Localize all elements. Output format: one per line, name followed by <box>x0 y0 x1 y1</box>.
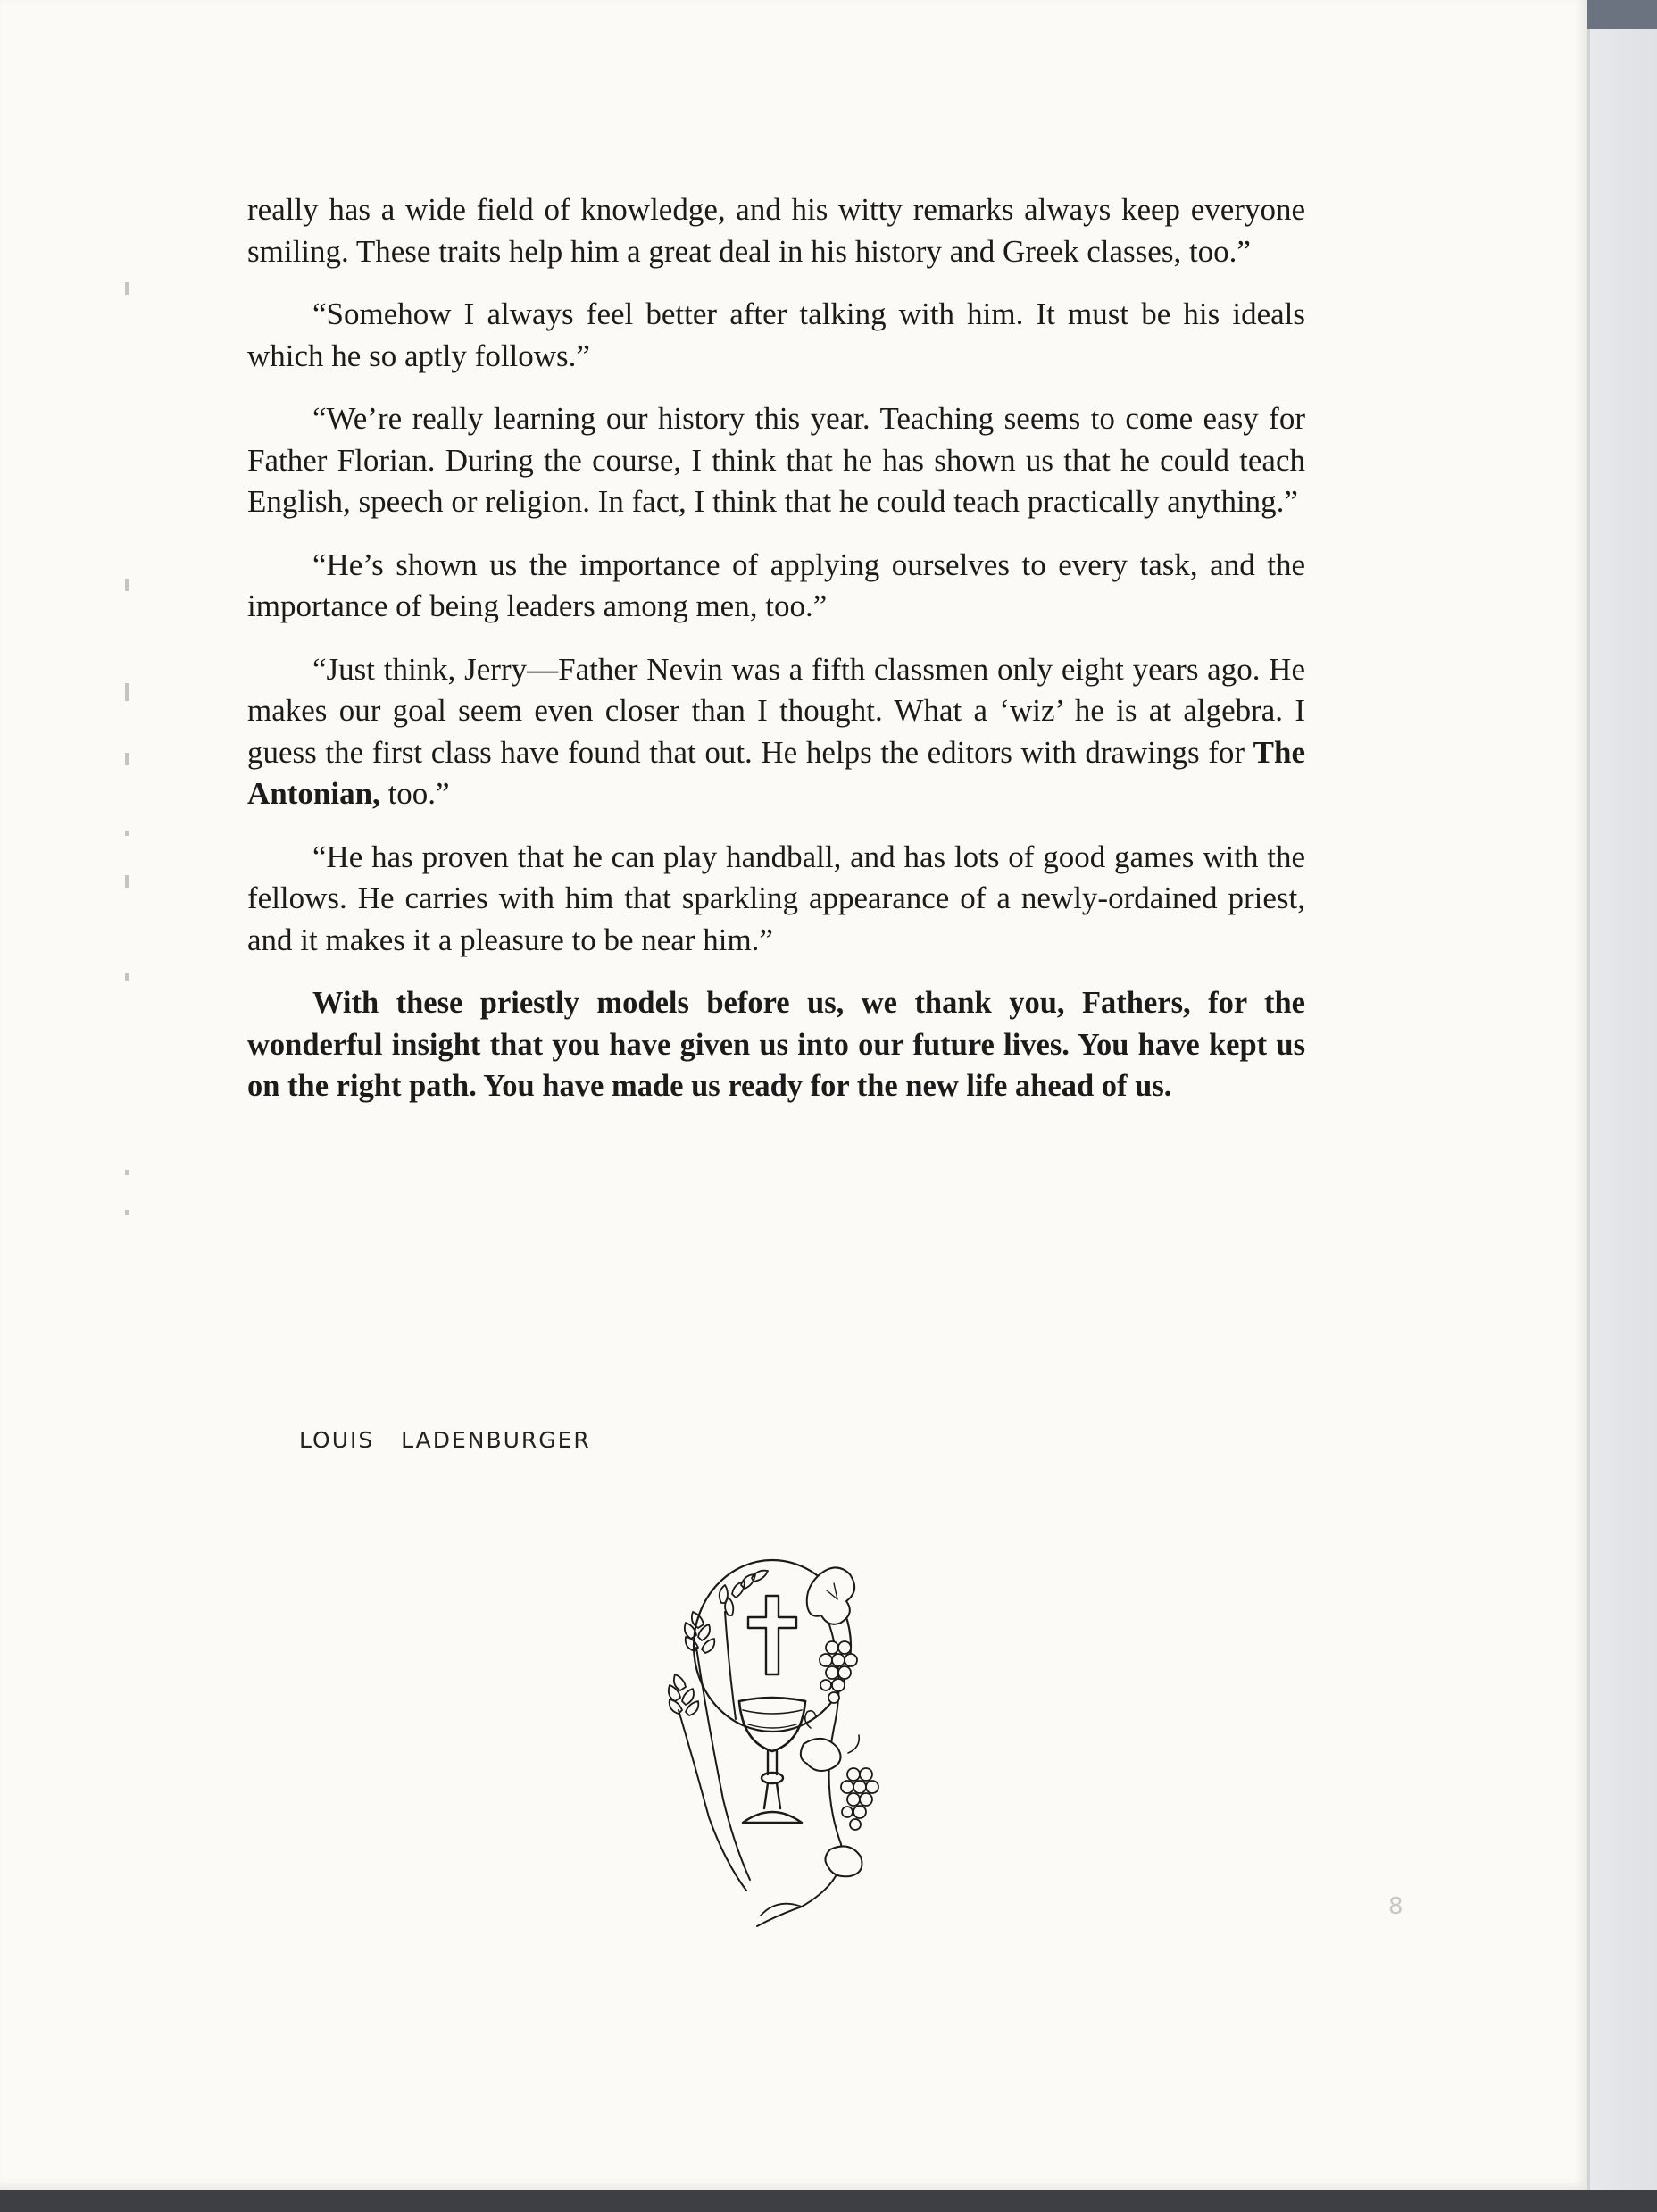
chalice-cross-wheat-grapes-icon <box>643 1540 902 1933</box>
paragraph-2: “Somehow I always feel better after talking with him. It must be his ideals which he so aptly follows.” <box>247 296 1305 373</box>
scanner-tab <box>1587 0 1657 29</box>
paragraph-4: “He’s shown us the importance of applying ourselves to every task, and the importance of being leaders among men, too.” <box>247 547 1305 623</box>
page-edge-bottom <box>0 2190 1657 2212</box>
publication-title: The Antonian, <box>247 734 1305 811</box>
page-number: 8 <box>1388 1893 1403 1920</box>
paragraph-3: “We’re really learning our history this year. Teaching seems to come easy for Father Florian. During the course, I think that he has shown us that he could teach English, speech or religion. In fact, I think that he could teach practically anything.” <box>247 401 1305 519</box>
page-edge-right <box>1587 0 1657 2212</box>
paragraph-5-text: “Just think, Jerry—Father Nevin was a fifth classmen only eight years ago. He makes our goal seem even closer than I thought. What a ‘wiz’ he is at algebra. I guess the first class have found that out. He helps the editors with drawings for <box>247 651 1305 770</box>
author-signature: LOUIS LADENBURGER <box>299 1427 591 1453</box>
article-body <box>247 189 1305 1107</box>
paragraph-1: really has a wide field of knowledge, and his witty remarks always keep everyone smiling. These traits help him a great deal in his history and Greek classes, too.” <box>247 192 1305 269</box>
paragraph-6: “He has proven that he can play handball, and has lots of good games with the fellows. He carries with him that sparkling appearance of a newly-ordained priest, and it makes it a pleasure to be near him.” <box>247 839 1305 957</box>
paragraph-5-tail: too.” <box>379 776 450 811</box>
closing-paragraph: With these priestly models before us, we thank you, Fathers, for the wonderful insight that you have given us into our future lives. You have kept us on the right path. You have made us ready for the new life ahead of us. <box>247 986 1305 1103</box>
paragraph-5 <box>247 649 1305 815</box>
